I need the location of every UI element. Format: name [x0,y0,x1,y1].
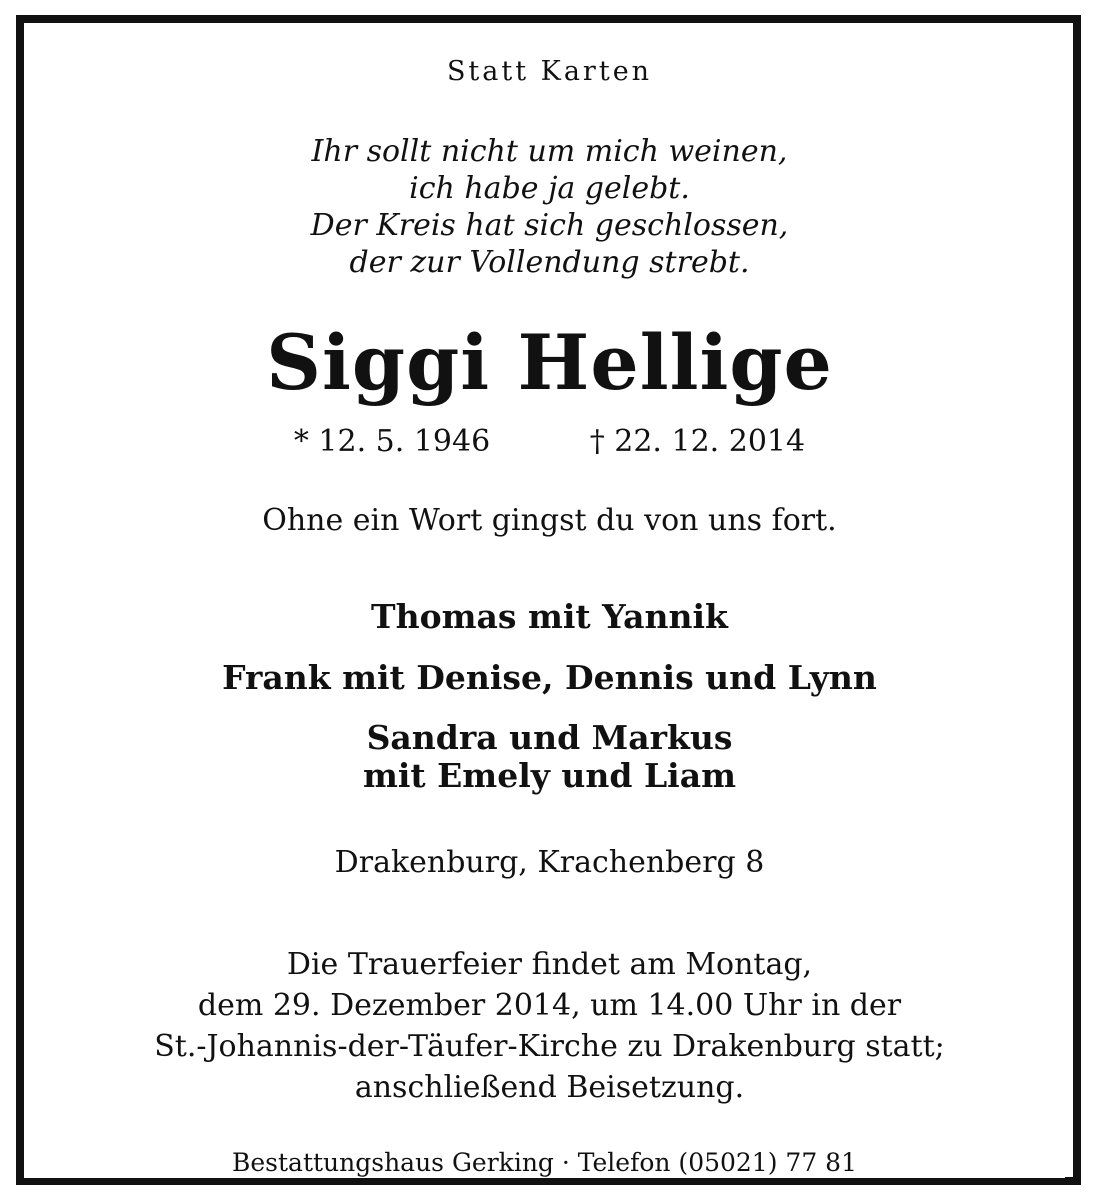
death-date: † 22. 12. 2014 [589,424,806,459]
farewell-quote: Ohne ein Wort gingst du von uns fort. [262,503,837,538]
address: Drakenburg, Krachenberg 8 [334,845,765,880]
family-group [0,719,1099,795]
notice-header: Statt Karten [446,56,653,87]
family-member: Sandra und Markus [366,718,733,757]
poem-line: ich habe ja gelebt. [409,171,690,206]
service-line: anschließend Beisetzung. [354,1070,745,1105]
family-member: mit Emely und Liam [362,756,737,795]
poem [0,133,1099,281]
service-line: Die Trauerfeier findet am Montag, [286,947,813,982]
deceased-name: Siggi Hellige [266,318,833,407]
service-line: St.-Johannis-der-Täufer-Kirche zu Drakenburg statt; [154,1029,945,1064]
funeral-home-footer [24,1148,1065,1178]
family-member: Frank mit Denise, Dennis und Lynn [222,658,877,697]
service-details [0,944,1099,1108]
service-line: dem 29. Dezember 2014, um 14.00 Uhr in der [197,988,902,1023]
life-dates [0,424,1099,459]
poem-line: Der Kreis hat sich geschlossen, [310,208,789,243]
birth-date: * 12. 5. 1946 [293,424,491,459]
poem-line: der zur Vollendung strebt. [349,245,750,280]
poem-line: Ihr sollt nicht um mich weinen, [311,134,788,169]
footer-text: Bestattungshaus Gerking · Telefon (05021) 77 81 [222,1148,867,1177]
family-member: Thomas mit Yannik [371,597,728,636]
